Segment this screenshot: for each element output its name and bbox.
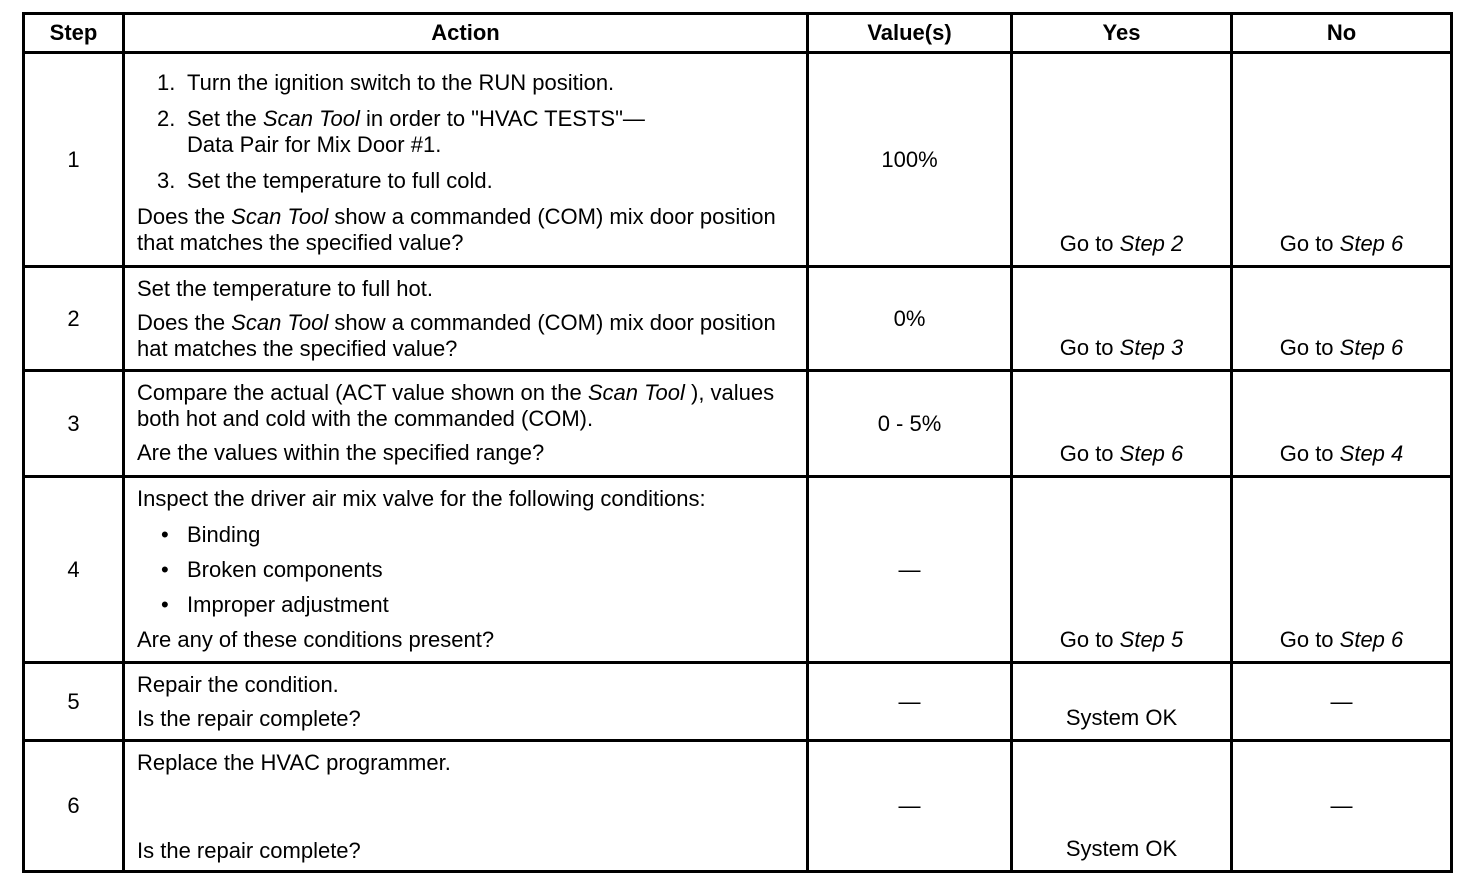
action-cell [124,267,808,371]
bullet-icon: • [161,522,169,547]
action-cell [124,477,808,663]
bullet-item: • Improper adjustment [161,592,389,617]
yes-cell: Go to Step 6 [1012,371,1232,477]
step-number: 6 [24,741,124,872]
no-cell: — [1232,741,1452,872]
no-cell: Go to Step 6 [1232,53,1452,267]
table-row [24,477,1452,663]
value-cell: — [808,663,1012,741]
bullet-icon: • [161,557,169,582]
item-number: 1. [157,70,176,95]
no-cell: Go to Step 6 [1232,477,1452,663]
item-text: Set the temperature to full cold. [187,168,493,193]
step-number: 3 [24,371,124,477]
table-row [24,741,1452,872]
item-text: Turn the ignition switch to the RUN position. [187,70,615,95]
question-text: Does the Scan Tool show a commanded (COM) mix door position that matches the specified value? [137,204,776,255]
diagnostic-table [22,12,1453,873]
action-line: Compare the actual (ACT value shown on the Scan Tool ), values both hot and cold with the commanded (COM). [137,380,775,431]
question-text: Is the repair complete? [137,706,361,731]
question-text: Is the repair complete? [137,838,361,863]
no-cell: Go to Step 4 [1232,371,1452,477]
question-text: Are the values within the specified range? [137,440,545,465]
header-row [24,14,1452,53]
yes-cell: System OK [1012,741,1232,872]
action-cell [124,663,808,741]
yes-cell: Go to Step 2 [1012,53,1232,267]
bullet-icon: • [161,592,169,617]
value-cell: — [808,741,1012,872]
header-no: No [1232,14,1452,53]
yes-cell: Go to Step 3 [1012,267,1232,371]
value-cell: — [808,477,1012,663]
table-row [24,53,1452,267]
table-row [24,663,1452,741]
header-values: Value(s) [808,14,1012,53]
list-item [157,70,794,96]
action-line: Replace the HVAC programmer. [137,750,451,775]
header-yes: Yes [1012,14,1232,53]
action-cell [124,53,808,267]
value-cell: 0% [808,267,1012,371]
value-cell: 100% [808,53,1012,267]
yes-cell: Go to Step 5 [1012,477,1232,663]
step-number: 4 [24,477,124,663]
step-number: 1 [24,53,124,267]
item-number: 2. [157,106,176,131]
action-cell [124,371,808,477]
item-number: 3. [157,168,176,193]
action-line: Repair the condition. [137,672,339,697]
bullet-item: • Binding [161,522,261,547]
question-text: Does the Scan Tool show a commanded (COM) mix door position hat matches the specified value? [137,310,776,361]
action-cell [124,741,808,872]
table-row [24,267,1452,371]
action-line: Inspect the driver air mix valve for the following conditions: [137,486,706,511]
list-item [157,106,794,158]
header-step: Step [24,14,124,53]
question-text: Are any of these conditions present? [137,627,495,652]
list-item [157,168,794,194]
item-text: Set the Scan Tool in order to "HVAC TESTS"— Data Pair for Mix Door #1. [187,106,645,157]
table-row [24,371,1452,477]
no-cell: Go to Step 6 [1232,267,1452,371]
action-line: Set the temperature to full hot. [137,276,433,301]
no-cell: — [1232,663,1452,741]
step-number: 2 [24,267,124,371]
yes-cell: System OK [1012,663,1232,741]
step-number: 5 [24,663,124,741]
bullet-item: • Broken components [161,557,383,582]
header-action: Action [124,14,808,53]
value-cell: 0 - 5% [808,371,1012,477]
